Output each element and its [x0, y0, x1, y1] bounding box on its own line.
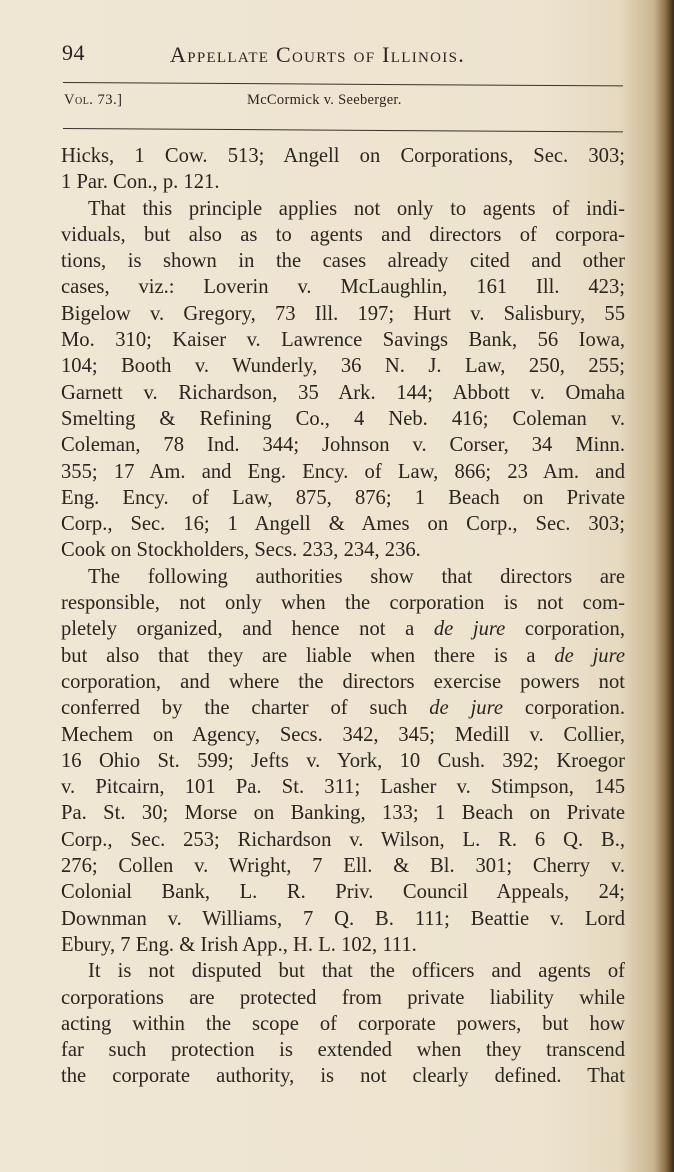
text-line	[61, 695, 625, 721]
text-line: Mo. 310; Kaiser v. Lawrence Savings Bank, 56 Iowa,	[61, 329, 625, 352]
subhead	[64, 92, 624, 116]
text-line: Cook on Stockholders, Secs. 233, 234, 236.	[61, 539, 421, 562]
text-line: That this principle applies not only to agents of indi-	[88, 197, 625, 220]
text-line: corporation, and where the directors exercise powers not	[61, 670, 625, 693]
text-line: Corp., Sec. 253; Richardson v. Wilson, L. R. 6 Q. B.,	[61, 828, 625, 851]
text-line	[61, 643, 625, 669]
text-segment: corporation.	[503, 697, 625, 720]
text-line: It is not disputed but that the officers and agents of	[88, 960, 625, 983]
case-title: McCormick v. Seeberger.	[247, 92, 402, 108]
running-title: Appellate Courts of Illinois.	[170, 42, 466, 67]
text-line: The following authorities show that directors are	[88, 565, 625, 588]
text-line: far such protection is extended when they transcend	[61, 1039, 625, 1062]
text-line: Mechem on Agency, Secs. 342, 345; Medill v. Collier,	[61, 723, 625, 746]
text-segment: but also that they are liable when there is a	[61, 644, 555, 667]
text-segment: corporation,	[505, 618, 625, 641]
italic-phrase: de jure	[429, 697, 503, 720]
running-head	[62, 40, 624, 70]
text-line: acting within the scope of corporate powers, but how	[61, 1012, 625, 1035]
text-line: responsible, not only when the corporation is not com-	[61, 592, 625, 615]
text-line: 104; Booth v. Wunderly, 36 N. J. Law, 250, 255;	[61, 355, 625, 378]
book-spine-shadow	[666, 0, 674, 1172]
text-line: tions, is shown in the cases already cited and other	[61, 250, 625, 273]
text-line: Colonial Bank, L. R. Priv. Council Appeals, 24;	[61, 881, 625, 904]
header-rule-top	[63, 82, 623, 86]
text-line: Corp., Sec. 16; 1 Angell & Ames on Corp., Sec. 303;	[61, 513, 625, 536]
body-text	[61, 143, 625, 1090]
text-line: 276; Collen v. Wright, 7 Ell. & Bl. 301; Cherry v.	[61, 855, 625, 878]
text-line: the corporate authority, is not clearly defined. That	[61, 1065, 625, 1088]
header-rule-bottom	[63, 128, 623, 132]
text-line: 1 Par. Con., p. 121.	[61, 171, 220, 194]
text-line: Hicks, 1 Cow. 513; Angell on Corporations, Sec. 303;	[61, 145, 625, 167]
text-line: Smelting & Refining Co., 4 Neb. 416; Coleman v.	[61, 407, 625, 430]
text-line: Downman v. Williams, 7 Q. B. 111; Beattie v. Lord	[61, 907, 625, 930]
text-line: v. Pitcairn, 101 Pa. St. 311; Lasher v. Stimpson, 145	[61, 776, 625, 799]
text-line: 16 Ohio St. 599; Jefts v. York, 10 Cush. 392; Kroegor	[61, 749, 625, 772]
text-line: Coleman, 78 Ind. 344; Johnson v. Corser, 34 Minn.	[61, 434, 625, 457]
text-line: viduals, but also as to agents and directors of corpora-	[61, 223, 625, 246]
page-number: 94	[62, 40, 85, 65]
text-line: Garnett v. Richardson, 35 Ark. 144; Abbott v. Omaha	[61, 381, 625, 404]
italic-phrase: de jure	[433, 618, 506, 641]
text-segment: conferred by the charter of such	[61, 697, 430, 720]
text-line: Eng. Ency. of Law, 875, 876; 1 Beach on Private	[61, 486, 625, 509]
italic-phrase: de jure	[554, 644, 625, 667]
text-line: cases, viz.: Loverin v. McLaughlin, 161 Ill. 423;	[61, 276, 625, 299]
text-line: 355; 17 Am. and Eng. Ency. of Law, 866; 23 Am. and	[61, 460, 625, 483]
text-segment: pletely organized, and hence not a	[61, 618, 434, 641]
text-line: Ebury, 7 Eng. & Irish App., H. L. 102, 111.	[61, 933, 417, 956]
text-line: corporations are protected from private liability while	[61, 986, 625, 1009]
text-line: Bigelow v. Gregory, 73 Ill. 197; Hurt v. Salisbury, 55	[61, 302, 625, 325]
text-line	[61, 616, 625, 642]
text-line: Pa. St. 30; Morse on Banking, 133; 1 Beach on Private	[61, 802, 625, 825]
volume-label: Vol. 73.]	[64, 92, 123, 108]
